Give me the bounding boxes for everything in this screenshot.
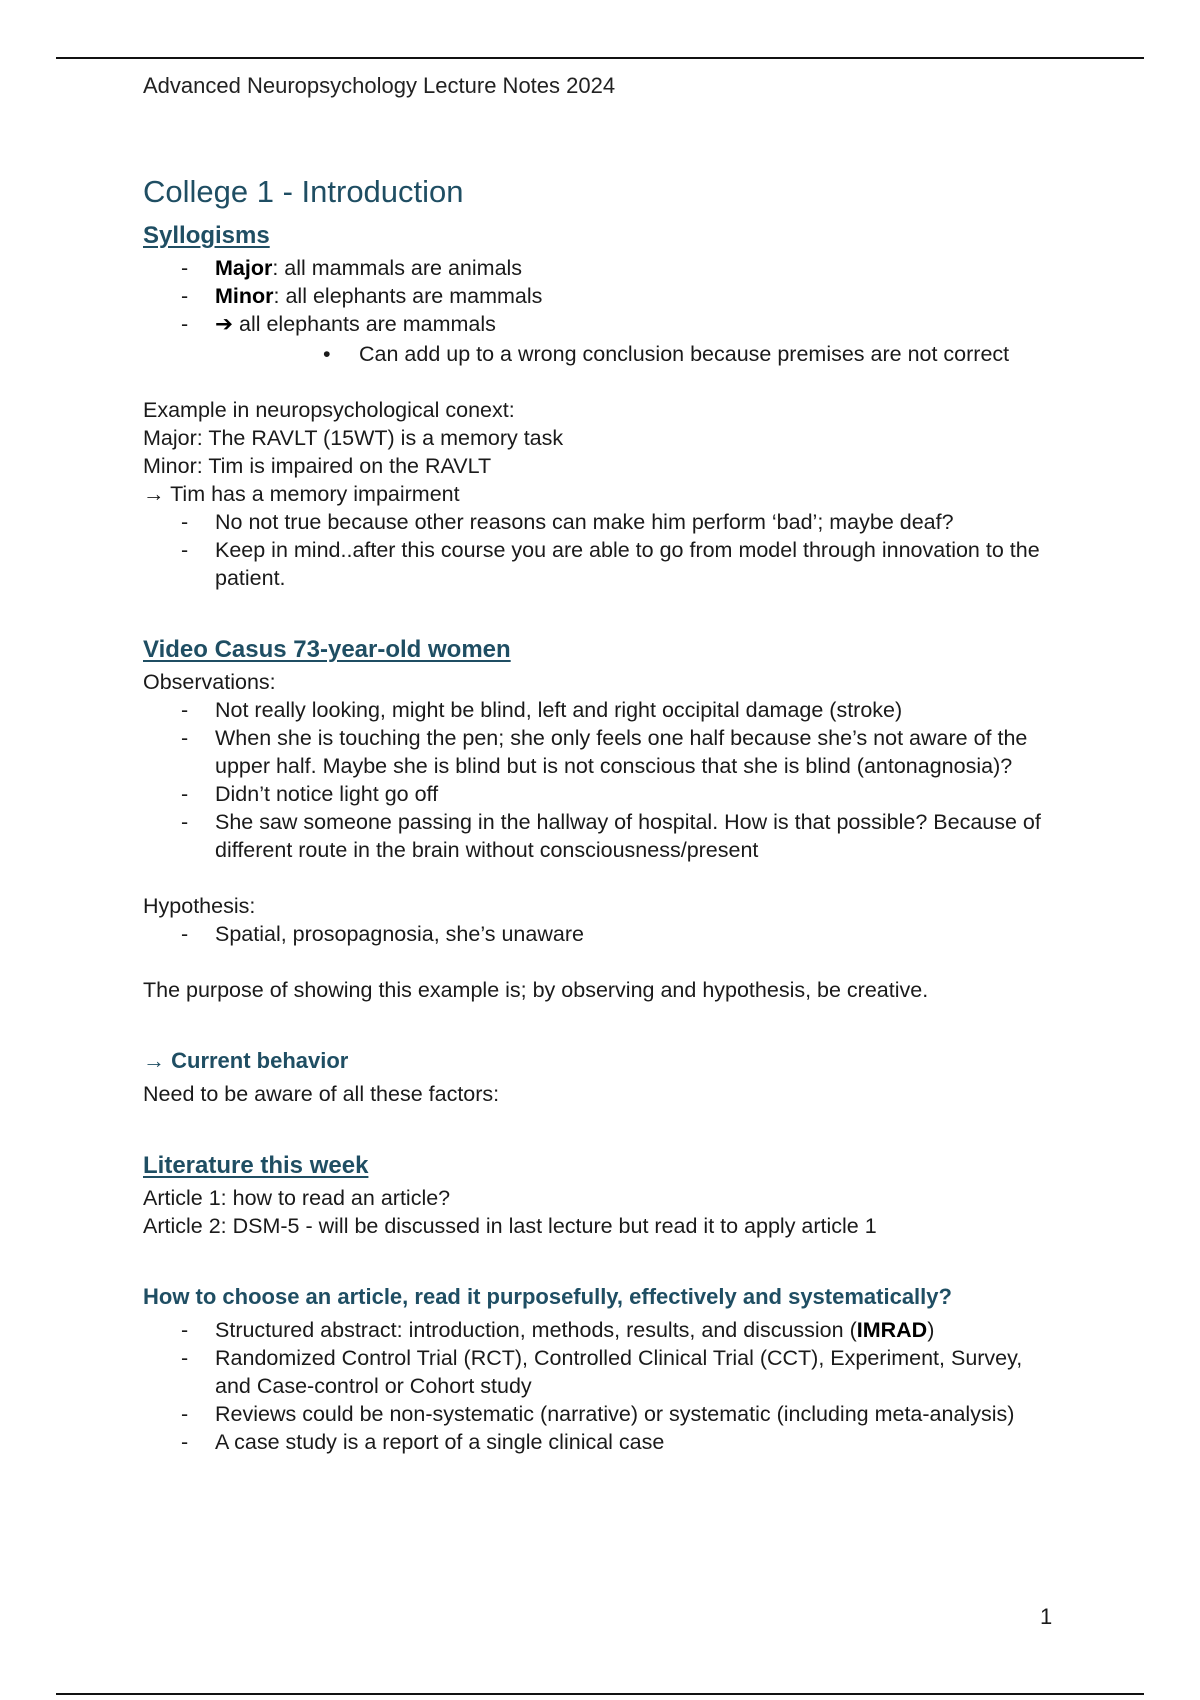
list-item: - Randomized Control Trial (RCT), Controlled Clinical Trial (CCT), Experiment, Survey, and Case-control or Cohort study bbox=[143, 1344, 1063, 1400]
major-text: : all mammals are animals bbox=[272, 256, 523, 280]
conclusion-sublist bbox=[215, 340, 1063, 368]
list-item: - No not true because other reasons can make him perform ‘bad’; maybe deaf? bbox=[143, 508, 1063, 536]
list-item bbox=[143, 310, 1063, 368]
hypothesis-list bbox=[143, 920, 1063, 948]
college-title: College 1 - Introduction bbox=[143, 174, 464, 209]
list-item bbox=[143, 1316, 1063, 1344]
running-header: Advanced Neuropsychology Lecture Notes 2024 bbox=[143, 73, 616, 98]
imrad-term: IMRAD bbox=[856, 1318, 928, 1342]
arrow-icon: ➔ bbox=[215, 312, 234, 336]
video-casus-heading: Video Casus 73-year-old women bbox=[143, 636, 511, 663]
purpose-text: The purpose of showing this example is; by observing and hypothesis, be creative. bbox=[143, 978, 929, 1002]
hypothesis-label: Hypothesis: bbox=[143, 894, 256, 918]
syllogisms-heading: Syllogisms bbox=[143, 222, 270, 249]
syllogisms-list bbox=[143, 254, 1063, 368]
imrad-suffix: ) bbox=[927, 1318, 935, 1342]
top-rule bbox=[56, 57, 1144, 59]
list-item bbox=[143, 282, 1063, 310]
list-item: - Spatial, prosopagnosia, she’s unaware bbox=[143, 920, 1063, 948]
minor-term: Minor bbox=[215, 284, 274, 308]
list-item: - A case study is a report of a single clinical case bbox=[143, 1428, 1063, 1456]
how-to-choose-heading: How to choose an article, read it purposefully, effectively and systematically? bbox=[143, 1284, 952, 1309]
current-behavior-heading: → Current behavior bbox=[143, 1048, 349, 1073]
list-item: - Keep in mind..after this course you are able to go from model through innovation to the patient. bbox=[143, 536, 1063, 592]
current-behavior-text: Need to be aware of all these factors: bbox=[143, 1082, 500, 1106]
list-item: - When she is touching the pen; she only feels one half because she’s not aware of the upper half. Maybe she is blind but is not conscious that she is blind (antonagnosia)? bbox=[143, 724, 1063, 780]
minor-text: : all elephants are mammals bbox=[273, 284, 543, 308]
literature-line: Article 1: how to read an article? bbox=[143, 1186, 451, 1210]
example-line: Minor: Tim is impaired on the RAVLT bbox=[143, 454, 492, 478]
page-number: 1 bbox=[1040, 1604, 1053, 1629]
example-line: → Tim has a memory impairment bbox=[143, 482, 460, 506]
list-item: - Didn’t notice light go off bbox=[143, 780, 1063, 808]
literature-heading: Literature this week bbox=[143, 1152, 369, 1179]
list-item: - Not really looking, might be blind, left and right occipital damage (stroke) bbox=[143, 696, 1063, 724]
imrad-prefix: Structured abstract: introduction, methods, results, and discussion ( bbox=[215, 1318, 857, 1342]
how-to-choose-list bbox=[143, 1316, 1063, 1456]
page-content bbox=[143, 172, 1063, 1456]
conclusion-text: all elephants are mammals bbox=[233, 312, 496, 336]
example-line: Major: The RAVLT (15WT) is a memory task bbox=[143, 426, 564, 450]
major-term: Major bbox=[215, 256, 273, 280]
list-item: • Can add up to a wrong conclusion because premises are not correct bbox=[215, 340, 1063, 368]
list-item: - Reviews could be non-systematic (narrative) or systematic (including meta-analysis) bbox=[143, 1400, 1063, 1428]
observations-label: Observations: bbox=[143, 670, 276, 694]
list-item bbox=[143, 254, 1063, 282]
example-points bbox=[143, 508, 1063, 592]
example-line: Example in neuropsychological conext: bbox=[143, 398, 515, 422]
observations-list bbox=[143, 696, 1063, 864]
bottom-rule bbox=[56, 1693, 1144, 1695]
list-item: - She saw someone passing in the hallway of hospital. How is that possible? Because of different route in the brain without consciousness/present bbox=[143, 808, 1063, 864]
literature-line: Article 2: DSM-5 - will be discussed in last lecture but read it to apply article 1 bbox=[143, 1214, 877, 1238]
